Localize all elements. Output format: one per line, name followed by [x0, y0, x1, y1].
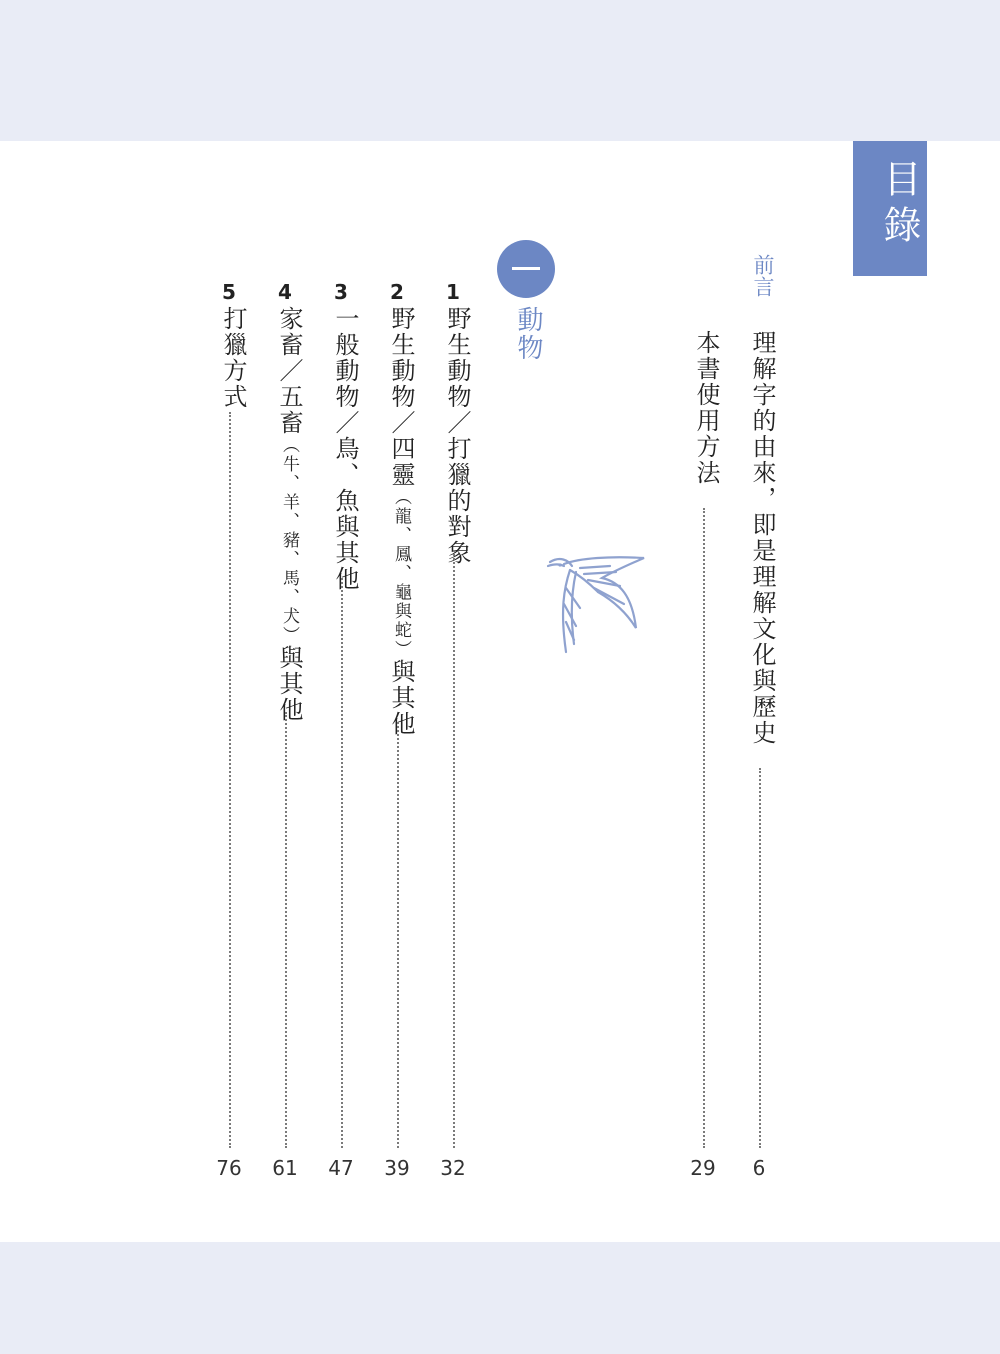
preface-title[interactable]: 理解字的由來，即是理解文化與歷史	[748, 330, 776, 746]
toc-entry-title-tail: 與其他	[275, 645, 303, 723]
page-number: 61	[272, 1156, 298, 1180]
dotted-leader	[229, 412, 231, 1148]
toc-tab	[853, 141, 927, 276]
page-number: 29	[690, 1156, 716, 1180]
book-page	[0, 141, 1000, 1242]
toc-entry-title-tail: 與其他	[387, 659, 415, 737]
dotted-leader	[703, 508, 705, 1148]
preface-label: 前言	[751, 254, 775, 298]
chapter-number-glyph	[512, 267, 540, 270]
toc-entry-title-note: （牛、羊、豬、馬、犬）	[279, 436, 299, 645]
toc-entry-title-main: 野生動物／四靈	[387, 306, 415, 488]
chapter-title[interactable]: 動物	[513, 306, 543, 362]
usage-title[interactable]: 本書使用方法	[692, 330, 720, 486]
page-number: 32	[440, 1156, 466, 1180]
toc-entry-title-note: （龍、鳳、龜與蛇）	[391, 488, 411, 659]
entry-number: 3	[334, 280, 348, 304]
entry-number: 2	[390, 280, 404, 304]
toc-entry-title-main: 家畜／五畜	[275, 306, 303, 436]
chapter-number-badge	[497, 240, 555, 298]
toc-entry-title[interactable]: 一般動物／鳥、魚與其他	[331, 306, 359, 592]
page-number: 47	[328, 1156, 354, 1180]
page-number: 6	[752, 1156, 766, 1180]
dotted-leader	[453, 550, 455, 1148]
entry-number: 5	[222, 280, 236, 304]
dotted-leader	[285, 712, 287, 1148]
toc-entry-title[interactable]: 打獵方式	[219, 306, 247, 410]
swallow-illustration	[540, 548, 650, 658]
toc-entry-title[interactable]	[384, 306, 419, 737]
dotted-leader	[397, 722, 399, 1148]
entry-number: 4	[278, 280, 292, 304]
dotted-leader	[341, 578, 343, 1148]
toc-entry-title[interactable]	[272, 306, 307, 723]
page-number: 76	[216, 1156, 242, 1180]
toc-heading: 目錄	[877, 159, 921, 251]
toc-entry-title[interactable]: 野生動物／打獵的對象	[443, 306, 471, 566]
page-number: 39	[384, 1156, 410, 1180]
dotted-leader	[759, 768, 761, 1148]
entry-number: 1	[446, 280, 460, 304]
